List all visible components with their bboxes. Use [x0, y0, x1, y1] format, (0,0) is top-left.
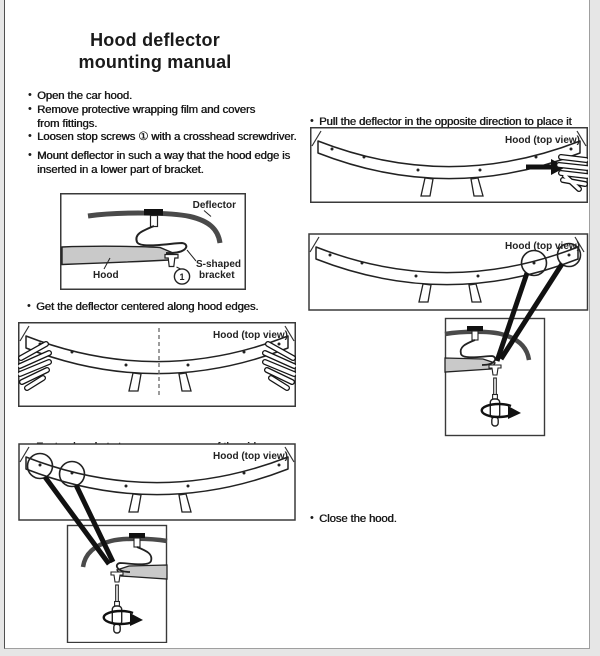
hood-top-view-label: Hood (top view)	[213, 330, 288, 341]
list-item	[26, 90, 296, 104]
hood-top-view-label: Hood (top view)	[505, 135, 580, 146]
list-item	[26, 150, 296, 178]
clip-pin-icon	[151, 216, 158, 227]
screwdriver-detail-box	[68, 526, 168, 643]
diagram-bracket-cross-section	[60, 193, 246, 290]
clip-cap-icon	[144, 209, 163, 216]
pull-top-view-svg	[310, 127, 588, 203]
bullet-icon: •	[28, 102, 32, 115]
steps-list	[26, 90, 296, 178]
list-item	[26, 104, 296, 132]
step-text: Mount deflector in such a way that the hood edge is	[37, 150, 291, 163]
step-text: Loosen stop screws ① with a crosshead screwdriver.	[37, 131, 297, 144]
bullet-icon: •	[28, 89, 32, 101]
diagram-pull-top-view	[310, 127, 588, 203]
s-bracket-label-2: bracket	[199, 270, 235, 281]
step-text: from fittings.	[37, 117, 98, 130]
hood-label: Hood	[93, 270, 119, 281]
clip-cap-icon	[467, 326, 483, 331]
hood-top-view-label: Hood (top view)	[213, 451, 288, 462]
caption-text: Get the deflector centered along hood edges.	[36, 301, 259, 313]
centering-top-view-svg	[18, 322, 296, 407]
bracket-cross-section-svg	[60, 193, 246, 290]
step-text: inserted in a lower part of bracket.	[37, 163, 204, 176]
fasten-left-svg	[18, 443, 296, 643]
title-line-1: Hood deflector	[90, 30, 220, 50]
caption-close-hood	[308, 513, 600, 527]
s-bracket-label-1: S-shaped	[196, 259, 242, 270]
caption-text: Close the hood.	[319, 512, 397, 525]
bullet-icon: •	[310, 511, 314, 524]
caption-text: Pull the deflector in the opposite direction to place it	[319, 115, 572, 128]
diagram-centering-top-view	[18, 322, 296, 407]
screwdriver-detail-box	[445, 319, 545, 436]
title-line-2: mounting manual	[78, 52, 232, 72]
bullet-icon: •	[27, 300, 31, 312]
diagram-fasten-left-side	[18, 443, 296, 643]
clip-pin-icon	[472, 331, 478, 340]
step-text: Open the car hood.	[37, 90, 132, 102]
list-item	[26, 131, 296, 145]
page-title	[30, 29, 280, 73]
deflector-label: Deflector	[192, 200, 236, 211]
step-text: Remove protective wrapping film and covers	[37, 103, 256, 116]
clip-pin-icon	[134, 538, 140, 547]
screw-number-label: 1	[179, 272, 185, 282]
clip-cap-icon	[129, 533, 145, 538]
diagram-fasten-right-side	[308, 233, 589, 438]
fasten-right-svg	[308, 233, 589, 438]
bullet-icon: •	[28, 149, 32, 162]
hood-top-view-label: Hood (top view)	[505, 241, 580, 252]
bullet-icon: •	[28, 130, 32, 143]
bullet-icon: •	[310, 114, 314, 127]
